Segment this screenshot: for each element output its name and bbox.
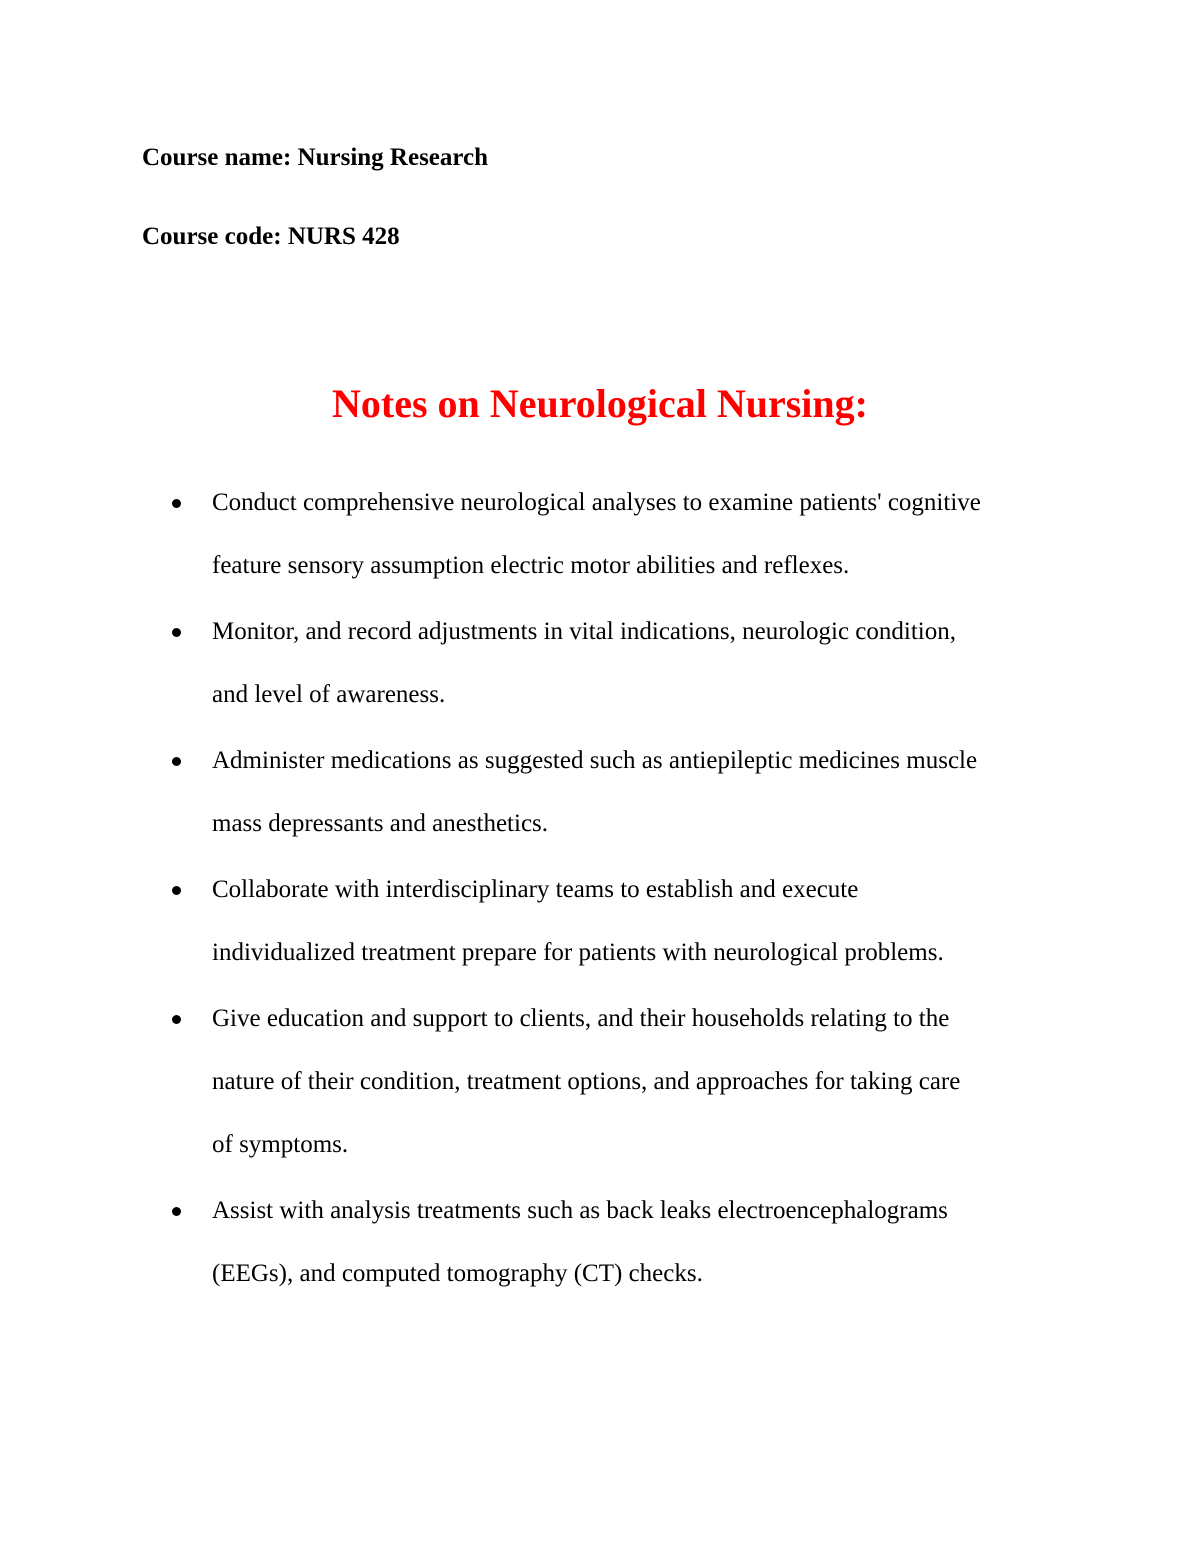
note-text-line: Give education and support to clients, and their households relating to the — [212, 1005, 950, 1032]
note-text-line: Monitor, and record adjustments in vital indications, neurologic condition, — [212, 618, 956, 645]
bullet-icon — [172, 757, 181, 766]
note-text-line: (EEGs), and computed tomography (CT) checks. — [212, 1260, 703, 1287]
note-text-line: mass depressants and anesthetics. — [212, 810, 549, 837]
note-text-line: nature of their condition, treatment options, and approaches for taking care — [212, 1068, 961, 1095]
note-text-line: and level of awareness. — [212, 681, 446, 708]
note-text-line: feature sensory assumption electric motor abilities and reflexes. — [212, 552, 850, 579]
note-text-line: Conduct comprehensive neurological analyses to examine patients' cognitive — [212, 489, 981, 516]
note-text-line: of symptoms. — [212, 1131, 349, 1158]
note-text-line: Collaborate with interdisciplinary teams to establish and execute — [212, 876, 859, 903]
bullet-icon — [172, 886, 181, 895]
note-text-line: Administer medications as suggested such as antiepileptic medicines muscle — [212, 747, 978, 774]
course-name-label: Course name: — [142, 144, 292, 171]
course-code-value: NURS 428 — [287, 223, 400, 250]
bullet-icon — [172, 499, 181, 508]
course-code-label: Course code: — [142, 223, 282, 250]
course-code-line — [142, 222, 400, 252]
document-title: Notes on Neurological Nursing: — [332, 381, 868, 426]
bullet-icon — [172, 1207, 181, 1216]
course-name-value: Nursing Research — [297, 144, 489, 171]
note-text-line: Assist with analysis treatments such as back leaks electroencephalograms — [212, 1197, 948, 1224]
bullet-icon — [172, 628, 181, 637]
course-name-line — [142, 143, 488, 173]
note-text-line: individualized treatment prepare for patients with neurological problems. — [212, 939, 944, 966]
bullet-icon — [172, 1015, 181, 1024]
